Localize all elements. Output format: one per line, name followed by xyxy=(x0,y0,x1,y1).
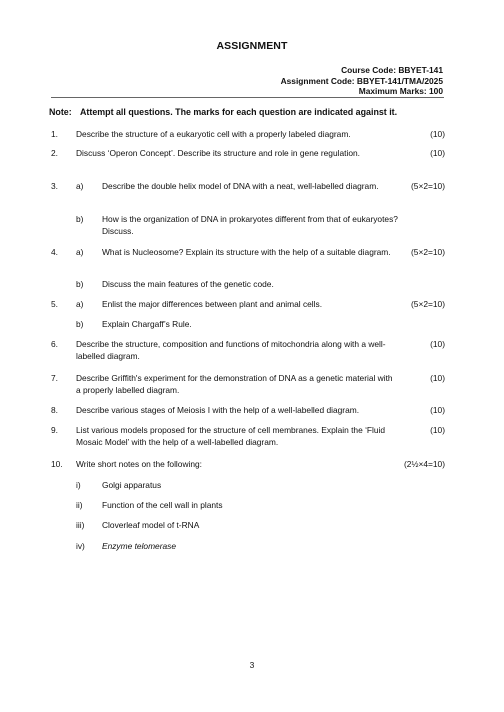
question-marks: (10) xyxy=(430,405,445,415)
short-note-label: iii) xyxy=(76,520,85,530)
question-marks: (5×2=10) xyxy=(411,247,445,257)
short-note-label: i) xyxy=(76,480,81,490)
note-text: Attempt all questions. The marks for each question are indicated against it. xyxy=(80,107,398,117)
question-text: List various models proposed for the structure of cell membranes. Explain the ‘Fluid Mosaic Model’ with the help of a well-labelled diagram. xyxy=(76,425,386,447)
question-text: Discuss ‘Operon Concept’. Describe its structure and role in gene regulation. xyxy=(76,148,360,158)
question-number: 5. xyxy=(51,299,58,309)
subpart-text: Describe the double helix model of DNA with a neat, well-labelled diagram. xyxy=(102,181,379,191)
question-number: 4. xyxy=(51,247,58,257)
question-text: Describe Griffith's experiment for the demonstration of DNA as a genetic material with a properly labelled diagram. xyxy=(76,373,393,395)
question-number: 10. xyxy=(51,459,63,469)
short-note-text: Function of the cell wall in plants xyxy=(102,500,223,510)
subpart-text: Enlist the major differences between plant and animal cells. xyxy=(102,299,323,309)
subpart-label: b) xyxy=(76,319,84,329)
question-marks: (5×2=10) xyxy=(411,181,445,191)
question-number: 1. xyxy=(51,129,58,139)
subpart-label: a) xyxy=(76,247,84,257)
course-code: Course Code: BBYET-141 xyxy=(341,65,443,75)
question-marks: (10) xyxy=(430,148,445,158)
assignment-code: Assignment Code: BBYET-141/TMA/2025 xyxy=(280,75,443,86)
question-marks: (10) xyxy=(430,425,445,435)
question-text: Describe the structure of a eukaryotic cell with a properly labeled diagram. xyxy=(76,129,351,139)
question-number: 6. xyxy=(51,339,58,349)
short-note-text: Cloverleaf model of t-RNA xyxy=(102,520,200,530)
subpart-label: b) xyxy=(76,214,84,224)
question-number: 9. xyxy=(51,425,58,435)
question-number: 8. xyxy=(51,405,58,415)
question-marks: (10) xyxy=(430,129,445,139)
question-text: Describe the structure, composition and functions of mitochondria along with a well-labelled diagram. xyxy=(76,339,386,361)
question-marks: (10) xyxy=(430,373,445,383)
question-marks: (5×2=10) xyxy=(411,299,445,309)
short-note-label: ii) xyxy=(76,500,83,510)
question-text: Describe various stages of Meiosis I with the help of a well-labelled diagram. xyxy=(76,405,360,415)
subpart-text: How is the organization of DNA in prokaryotes different from that of eukaryotes? Discuss. xyxy=(102,214,398,236)
question-text: Write short notes on the following: xyxy=(76,459,203,469)
subpart-label: a) xyxy=(76,299,84,309)
page-number: 3 xyxy=(249,660,255,670)
page-title: ASSIGNMENT xyxy=(216,40,288,52)
note-label: Note: xyxy=(49,107,72,117)
question-number: 7. xyxy=(51,373,58,383)
subpart-text: Discuss the main features of the genetic code. xyxy=(102,279,274,289)
subpart-text: Explain Chargaff’s Rule. xyxy=(102,319,192,329)
maximum-marks: Maximum Marks: 100 xyxy=(358,86,443,96)
question-number: 2. xyxy=(51,148,58,158)
subpart-label: b) xyxy=(76,279,84,289)
course-codes-block xyxy=(281,65,443,97)
short-note-text: Golgi apparatus xyxy=(102,480,162,490)
instructions-note xyxy=(49,107,397,117)
short-note-label: iv) xyxy=(76,541,85,551)
header-divider xyxy=(51,97,444,98)
question-marks: (2½×4=10) xyxy=(404,459,445,469)
question-number: 3. xyxy=(51,181,58,191)
subpart-label: a) xyxy=(76,181,84,191)
subpart-text: What is Nucleosome? Explain its structure with the help of a suitable diagram. xyxy=(102,247,391,257)
short-note-text: Enzyme telomerase xyxy=(102,541,177,551)
question-marks: (10) xyxy=(430,339,445,349)
